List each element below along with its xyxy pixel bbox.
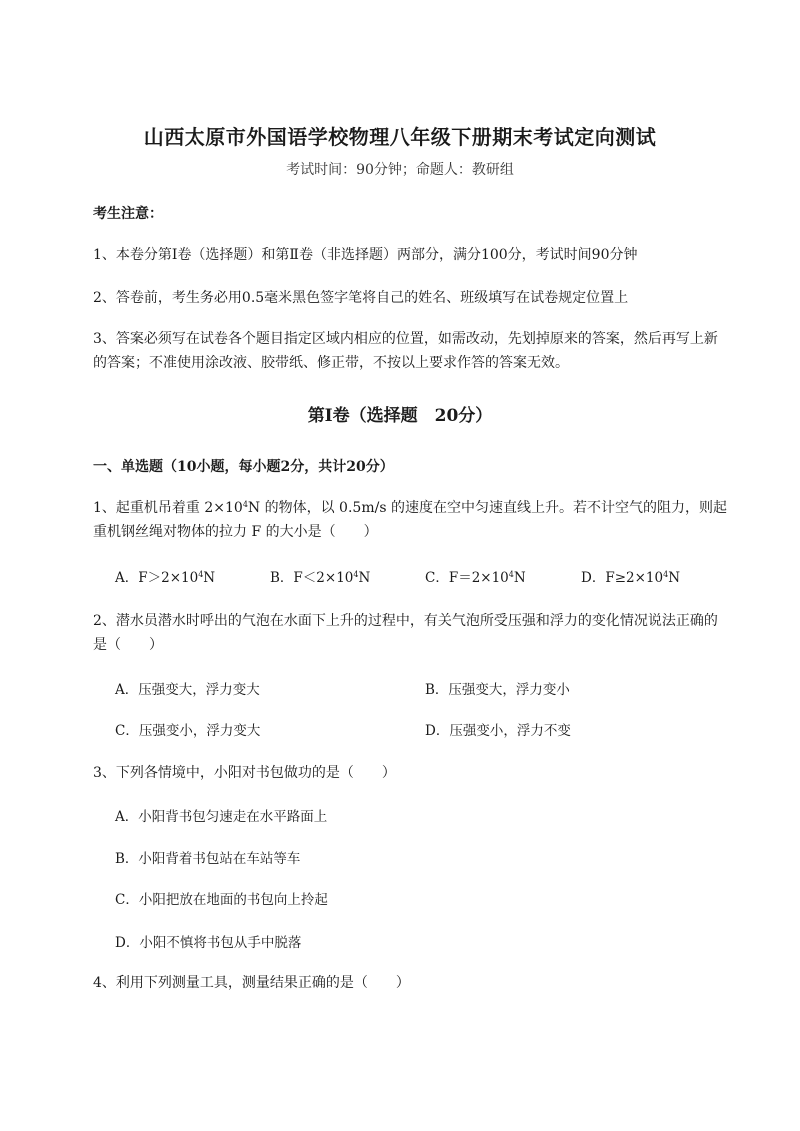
- question-2-option-c[interactable]: C．压强变小，浮力变大: [115, 723, 261, 739]
- question-3-option-c[interactable]: C．小阳把放在地面的书包向上拎起: [115, 892, 328, 908]
- notice-heading: 考生注意：: [93, 206, 163, 222]
- exponent: 4: [242, 500, 248, 509]
- question-1-line-2: 重机钢丝绳对物体的拉力 F 的大小是（ ）: [93, 524, 378, 540]
- option-text: C．F＝2×10: [425, 570, 509, 586]
- exam-meta: 考试时间：90分钟；命题人：教研组: [286, 162, 514, 178]
- question-1-option-b[interactable]: [270, 566, 370, 586]
- part-heading: 一、单选题（10小题，每小题2分，共计20分）: [93, 459, 394, 475]
- page-title: 山西太原市外国语学校物理八年级下册期末考试定向测试: [143, 125, 657, 149]
- question-1-option-c[interactable]: [425, 566, 526, 586]
- question-1-line-1: [93, 497, 727, 520]
- question-3-option-b[interactable]: B．小阳背着书包站在车站等车: [115, 851, 301, 867]
- exponent: 4: [663, 570, 669, 579]
- question-1-option-a[interactable]: [115, 566, 215, 586]
- question-2-option-d[interactable]: D．压强变小，浮力不变: [425, 723, 571, 739]
- option-text: D．F≥2×10: [581, 570, 664, 586]
- question-3-option-d[interactable]: D．小阳不慎将书包从手中脱落: [115, 935, 302, 951]
- notice-item-1: 1、本卷分第Ⅰ卷（选择题）和第Ⅱ卷（非选择题）两部分，满分100分，考试时间90分钟: [93, 247, 638, 263]
- notice-item-3-line-2: 的答案；不准使用涂改液、胶带纸、修正带，不按以上要求作答的答案无效。: [93, 355, 569, 371]
- question-3-stem: 3、下列各情境中，小阳对书包做功的是（ ）: [93, 765, 396, 781]
- section-title: 第Ⅰ卷（选择题 20分）: [307, 406, 493, 426]
- notice-item-2: 2、答卷前，考生务必用0.5毫米黑色签字笔将自己的姓名、班级填写在试卷规定位置上: [93, 290, 629, 306]
- question-3-option-a[interactable]: A．小阳背书包匀速走在水平路面上: [115, 809, 328, 825]
- exponent: 4: [353, 570, 359, 579]
- option-unit: N: [668, 570, 680, 586]
- option-text: B．F＜2×10: [270, 570, 354, 586]
- question-1-option-d[interactable]: [581, 566, 680, 586]
- notice-item-3-line-1: 3、答案必须写在试卷各个题目指定区域内相应的位置，如需改动，先划掉原来的答案，然后再写上新: [93, 331, 718, 347]
- question-2-option-b[interactable]: B．压强变大，浮力变小: [425, 682, 570, 698]
- option-unit: N: [203, 570, 216, 586]
- question-2-line-2: 是（ ）: [93, 637, 163, 653]
- question-4-stem: 4、利用下列测量工具，测量结果正确的是（ ）: [93, 975, 410, 991]
- question-2-option-a[interactable]: A．压强变大，浮力变大: [115, 682, 260, 698]
- option-text: A．F＞2×10: [115, 570, 199, 586]
- question-1-text-b: N 的物体，以 0.5m/s 的速度在空中匀速直线上升。若不计空气的阻力，则起: [247, 500, 727, 516]
- option-unit: N: [513, 570, 526, 586]
- option-unit: N: [358, 570, 371, 586]
- question-1-text-a: 1、起重机吊着重 2×10: [93, 500, 243, 516]
- exponent: 4: [198, 570, 204, 579]
- exponent: 4: [508, 570, 514, 579]
- question-2-line-1: 2、潜水员潜水时呼出的气泡在水面下上升的过程中，有关气泡所受压强和浮力的变化情况说法正确的: [93, 613, 718, 629]
